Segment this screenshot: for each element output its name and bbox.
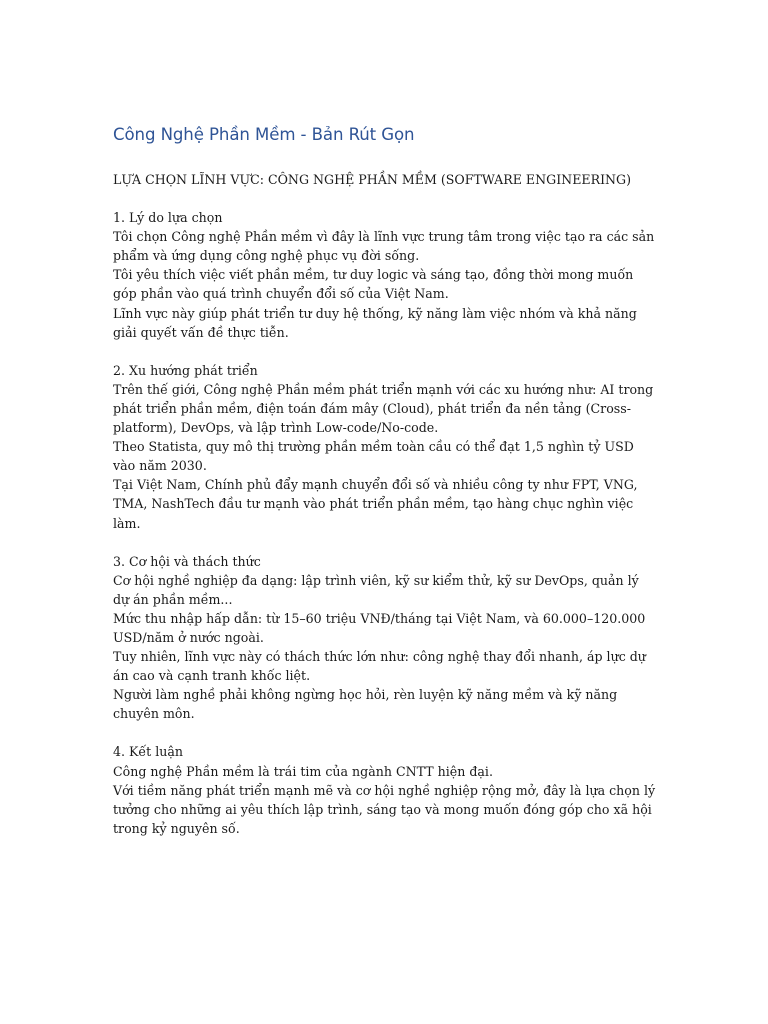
document-body: [113, 124, 658, 857]
section-ket-luan: [113, 742, 658, 837]
paragraph: Mức thu nhập hấp dẫn: từ 15–60 triệu VNĐ/tháng tại Việt Nam, và 60.000–120.000 USD/năm ở nước ngoài.: [113, 610, 646, 645]
section-co-hoi-va-thach-thuc: [113, 552, 658, 724]
document-subject: LỰA CHỌN LĨNH VỰC: CÔNG NGHỆ PHẦN MỀM (SOFTWARE ENGINEERING): [113, 172, 632, 187]
section-heading: 1. Lý do lựa chọn: [113, 210, 223, 226]
section-heading: 2. Xu hướng phát triển: [113, 362, 258, 378]
section-ly-do-lua-chon: [113, 208, 658, 342]
paragraph: Tôi chọn Công nghệ Phần mềm vì đây là lĩnh vực trung tâm trong việc tạo ra các sản phẩm và ứng dụng công nghệ phục vụ đời sống.: [113, 229, 655, 264]
section-heading: 3. Cơ hội và thách thức: [113, 553, 261, 569]
document-title: Công Nghệ Phần Mềm - Bản Rút Gọn: [113, 125, 415, 144]
paragraph: Theo Statista, quy mô thị trường phần mềm toàn cầu có thể đạt 1,5 nghìn tỷ USD vào năm 2030.: [113, 439, 634, 474]
paragraph: Tại Việt Nam, Chính phủ đẩy mạnh chuyển đổi số và nhiều công ty như FPT, VNG, TMA, NashTech đầu tư mạnh vào phát triển phần mềm, tạo hàng chục nghìn việc làm.: [113, 477, 638, 531]
paragraph: Người làm nghề phải không ngừng học hỏi, rèn luyện kỹ năng mềm và kỹ năng chuyên môn.: [113, 687, 618, 722]
paragraph: Lĩnh vực này giúp phát triển tư duy hệ thống, kỹ năng làm việc nhóm và khả năng giải quyết vấn đề thực tiễn.: [113, 305, 637, 340]
paragraph: Công nghệ Phần mềm là trái tim của ngành CNTT hiện đại.: [113, 763, 493, 779]
section-xu-huong-phat-trien: [113, 361, 658, 533]
paragraph: Cơ hội nghề nghiệp đa dạng: lập trình viên, kỹ sư kiểm thử, kỹ sư DevOps, quản lý dự án phần mềm...: [113, 572, 639, 607]
section-heading: 4. Kết luận: [113, 744, 183, 760]
paragraph: Trên thế giới, Công nghệ Phần mềm phát triển mạnh với các xu hướng như: AI trong phát triển phần mềm, điện toán đám mây (Cloud), phát triển đa nền tảng (Cross-platform), DevOps, và lập trình Low-code/No-code.: [113, 381, 654, 436]
paragraph: Với tiềm năng phát triển mạnh mẽ và cơ hội nghề nghiệp rộng mở, đây là lựa chọn lý tưởng cho những ai yêu thích lập trình, sáng tạo và mong muốn đóng góp cho xã hội trong kỷ nguyên số.: [113, 782, 656, 836]
paragraph: Tôi yêu thích việc viết phần mềm, tư duy logic và sáng tạo, đồng thời mong muốn góp phần vào quá trình chuyển đổi số của Việt Nam.: [113, 267, 634, 302]
paragraph: Tuy nhiên, lĩnh vực này có thách thức lớn như: công nghệ thay đổi nhanh, áp lực dự án cao và cạnh tranh khốc liệt.: [113, 649, 646, 684]
